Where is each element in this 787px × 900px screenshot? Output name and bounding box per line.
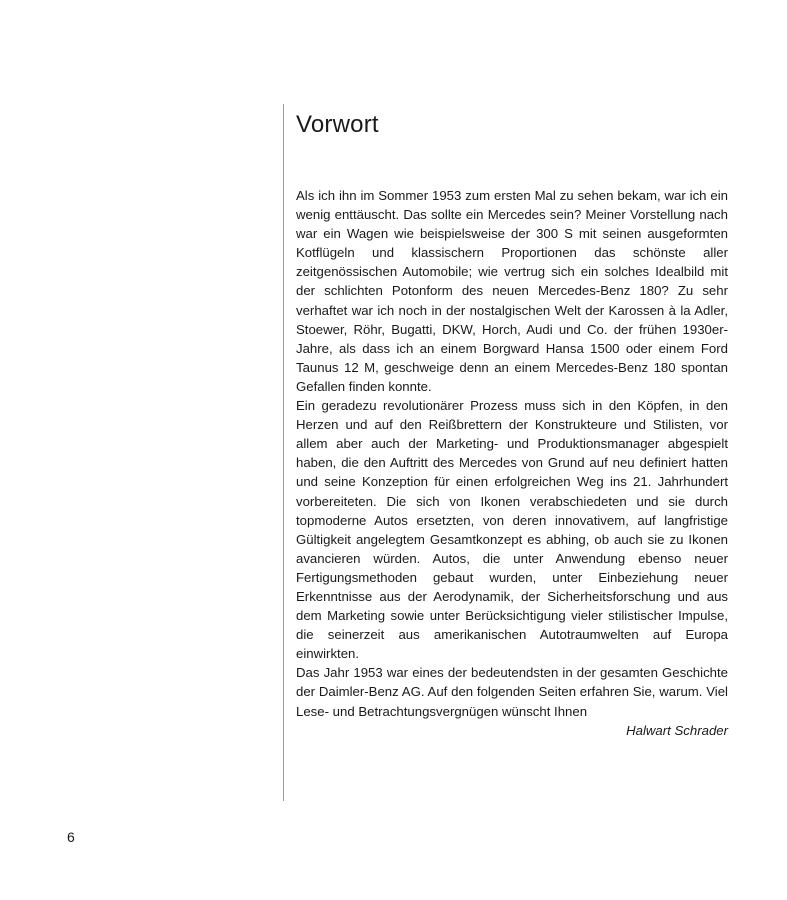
page-number: 6	[67, 829, 75, 845]
paragraph-2: Ein geradezu revolutionärer Prozess muss sich in den Köpfen, in den Herzen und auf den Reißbrettern der Konstrukteure und Stilisten, vor allem aber auch der Marketing- und Produktionsmanager abgespielt haben, die den Auftritt des Mercedes von Grund auf neu definiert hatten und seine Konzeption für einen erfolgreichen Weg ins 21. Jahrhundert vorbereiteten. Die sich von Ikonen verabschiedeten und sie durch topmoderne Autos ersetzten, von deren innovativem, auf langfristige Gültigkeit angelegtem Gesamtkonzept es abhing, ob auch sie zu Ikonen avancieren würden. Autos, die unter Anwendung ebenso neuer Fertigungsmethoden gebaut wurden, unter Einbeziehung neuer Erkenntnisse aus der Aerodynamik, der Sicherheitsforschung und aus dem Marketing sowie unter Berücksichtigung vieler stilistischer Impulse, die seinerzeit aus amerikanischen Autotraumwelten auf Europa einwirkten.	[296, 398, 728, 662]
paragraph-3: Das Jahr 1953 war eines der bedeutendsten in der gesamten Geschichte der Daimler-Benz AG. Auf den folgenden Seiten erfahren Sie, warum. Viel Lese- und Betrachtungsvergnügen wünscht Ihnen	[296, 665, 728, 719]
foreword-body	[296, 186, 728, 740]
vertical-rule	[283, 104, 284, 801]
author-signature: Halwart Schrader	[626, 722, 728, 738]
paragraph-1: Als ich ihn im Sommer 1953 zum ersten Mal zu sehen bekam, war ich ein wenig enttäuscht. Das sollte ein Mercedes sein? Meiner Vorstellung nach war ein Wagen wie beispielsweise der 300 S mit seinen ausgeformten Kotflügeln und klassischern Proportionen das schönste aller zeitgenössischen Automobile; wie vertrug sich ein solches Idealbild mit der schlichten Potonform des neuen Mercedes-Benz 180? Zu sehr verhaftet war ich noch in der nostalgischen Welt der Karossen à la Adler, Stoewer, Röhr, Bugatti, DKW, Horch, Audi und Co. der frühen 1930er-Jahre, als dass ich an einem Borgward Hansa 1500 oder einem Ford Taunus 12 M, geschweige denn an einem Mercedes-Benz 180 spontan Gefallen finden konnte.	[296, 188, 728, 394]
page-title: Vorwort	[296, 111, 379, 138]
